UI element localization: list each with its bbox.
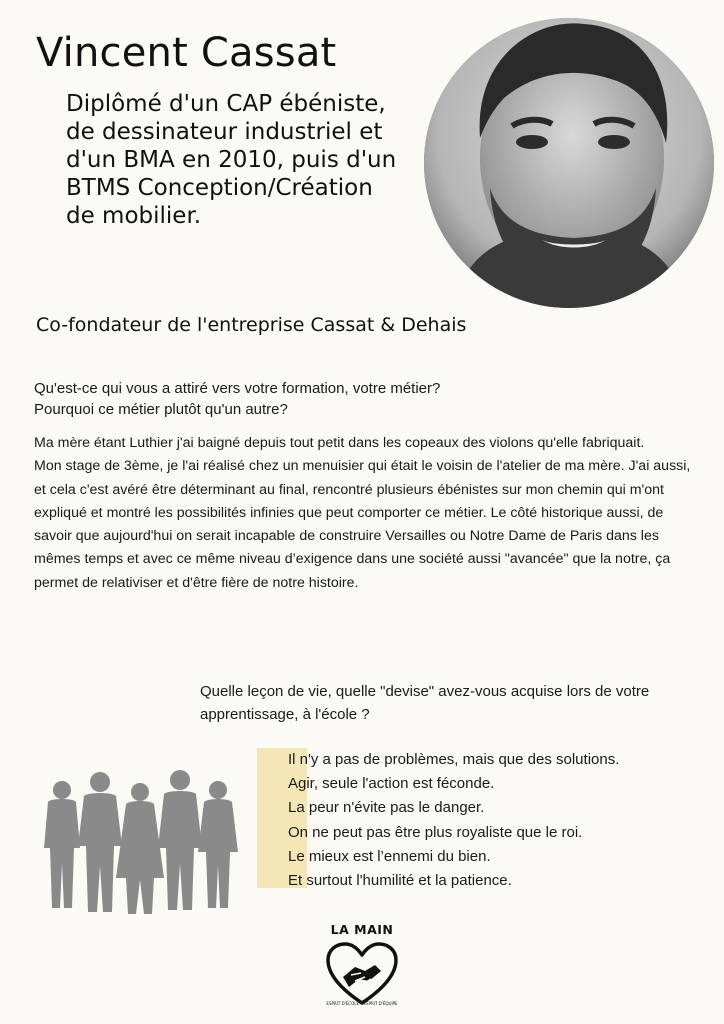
heart-hands-icon: [325, 941, 399, 1007]
logo-tagline: ESPRIT D'ÉCOLE – ESPRIT D'ÉQUIPE: [326, 1001, 398, 1006]
person-name: Vincent Cassat: [36, 30, 337, 76]
question-2: Quelle leçon de vie, quelle "devise" avez-vous acquise lors de votre apprentissage, à l'école ?: [200, 683, 650, 723]
answer-1-paragraph-2: Mon stage de 3ème, je l'ai réalisé chez un menuisier qui était le voisin de l'atelier de ma mère. J'ai aussi, et cela c'est avéré être déterminant au final, rencontré plusieurs ébénistes sur mon chemin qui m'ont expliqué et montré les possibilités infinies que peut comporter ce métier. Le côté historique aussi, de savoir que aujourd'hui on serait incapable de construire Versailles ou Notre Dame de Paris dans les mêmes temps et avec ce même niveau d’exigence dans une société aussi "avancée" que la notre, ça permet de relativiser et d'être fière de notre histoire.: [34, 458, 691, 591]
saying-item: Il n'y a pas de problèmes, mais que des solutions.: [288, 751, 620, 768]
answer-1-paragraph-1: Ma mère étant Luthier j'ai baigné depuis tout petit dans les copeaux des violons qu'elle fabriquait.: [34, 435, 645, 451]
group-silhouette-icon: [40, 768, 240, 918]
saying-item: Agir, seule l'action est féconde.: [288, 775, 495, 793]
saying-item: Le mieux est l’ennemi du bien.: [288, 847, 491, 865]
saying-item: La peur n'évite pas le danger.: [288, 799, 485, 817]
sayings-list: [288, 748, 619, 893]
logo-title: LA MAIN: [330, 922, 394, 937]
answer-1: [34, 432, 694, 595]
portrait-illustration: [424, 18, 714, 308]
diploma-text: Diplômé d'un CAP ébéniste, de dessinateur industriel et d'un BMA en 2010, puis d'un BTMS Conception/Création de mobilier.: [66, 91, 397, 229]
question-1: Qu'est-ce qui vous a attiré vers votre formation, votre métier? Pourquoi ce métier plutôt qu'un autre?: [34, 380, 441, 418]
portrait-photo: [424, 18, 714, 308]
saying-item: Et surtout l'humilité et la patience.: [288, 872, 512, 890]
cofounder-text: Co-fondateur de l'entreprise Cassat & Dehais: [36, 314, 467, 336]
saying-item: On ne peut pas être plus royaliste que le roi.: [288, 823, 583, 841]
la-main-logo: [318, 922, 406, 1007]
